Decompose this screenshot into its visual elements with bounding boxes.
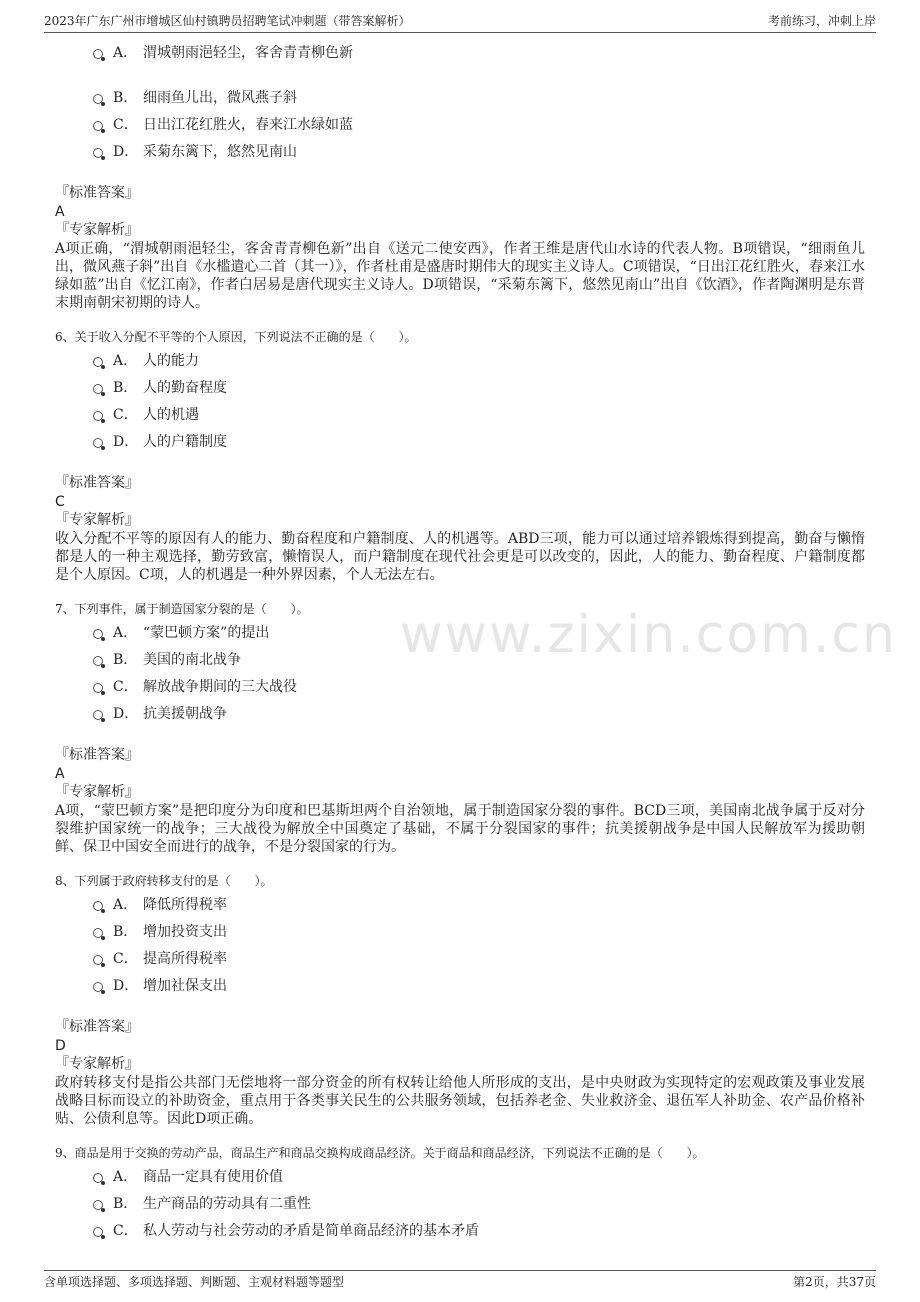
spacer <box>55 67 865 85</box>
option-letter: D． <box>113 706 139 722</box>
standard-answer-label: 『标准答案』 <box>55 185 139 201</box>
option-d[interactable] <box>55 973 865 1000</box>
option-text: 细雨鱼儿出，微风燕子斜 <box>143 90 297 106</box>
standard-answer: D <box>55 1038 66 1054</box>
option-text: 美国的南北战争 <box>143 652 241 668</box>
option-text: 采菊东篱下，悠然见南山 <box>143 144 297 160</box>
question-7 <box>55 600 865 856</box>
radio-icon[interactable] <box>93 121 103 131</box>
option-c[interactable] <box>55 946 865 973</box>
radio-icon[interactable] <box>93 982 103 992</box>
expert-analysis: A项，“蒙巴顿方案”是把印度分为印度和巴基斯坦两个自治领地，属于制造国家分裂的事件。BCD三项，美国南北战争属于反对分裂维护国家统一的战争；三大战役为解放全中国奠定了基础，不属于分裂国家的事件；抗美援朝战争是中国人民解放军为援助朝鲜、保卫中国安全而进行的战争，不是分裂国家的行为。 <box>55 803 865 855</box>
option-text: 生产商品的劳动具有二重性 <box>143 1196 311 1212</box>
question-types-note: 含单项选择题、多项选择题、判断题、主观材料题等题型 <box>44 1275 345 1289</box>
radio-icon[interactable] <box>93 955 103 965</box>
spacer <box>55 166 865 184</box>
option-text: 商品一定具有使用价值 <box>143 1169 283 1185</box>
option-letter: B． <box>113 652 138 668</box>
option-text: 人的机遇 <box>143 407 199 423</box>
spacer <box>55 456 865 474</box>
radio-icon[interactable] <box>93 656 103 666</box>
option-text: “蒙巴顿方案”的提出 <box>143 625 270 641</box>
option-letter: C． <box>113 407 138 423</box>
option-b[interactable] <box>55 375 865 402</box>
page-footer <box>44 1270 876 1291</box>
radio-icon[interactable] <box>93 411 103 421</box>
question-text: 6、关于收入分配不平等的个人原因，下列说法不正确的是（ ）。 <box>55 330 417 344</box>
page-header <box>44 12 876 33</box>
expert-analysis: 政府转移支付是指公共部门无偿地将一部分资金的所有权转让给他人所形成的支出，是中央财政为实现特定的宏观政策及事业发展战略目标而设立的补助资金，重点用于各类事关民生的公共服务领域，包括养老金、失业救济金、退伍军人补助金、农产品价格补贴、公债利息等。因此D项正确。 <box>55 1075 865 1127</box>
standard-answer: A <box>55 204 65 220</box>
radio-icon[interactable] <box>93 901 103 911</box>
radio-icon[interactable] <box>93 629 103 639</box>
option-text: 日出江花红胜火，春来江水绿如蓝 <box>143 117 353 133</box>
option-letter: A． <box>113 897 138 913</box>
option-text: 人的能力 <box>143 353 199 369</box>
option-letter: B． <box>113 924 138 940</box>
option-letter: C． <box>113 679 138 695</box>
option-a[interactable] <box>55 40 865 67</box>
option-letter: A． <box>113 353 138 369</box>
standard-answer-label: 『标准答案』 <box>55 1019 139 1035</box>
radio-icon[interactable] <box>93 357 103 367</box>
expert-analysis-label: 『专家解析』 <box>55 512 139 528</box>
standard-answer-label: 『标准答案』 <box>55 475 139 491</box>
radio-icon[interactable] <box>93 94 103 104</box>
option-c[interactable] <box>55 1218 865 1245</box>
option-b[interactable] <box>55 919 865 946</box>
question-9 <box>55 1144 865 1245</box>
option-d[interactable] <box>55 429 865 456</box>
standard-answer: C <box>55 494 65 510</box>
question-5 <box>55 40 865 312</box>
option-text: 降低所得税率 <box>143 897 227 913</box>
option-text: 抗美援朝战争 <box>143 706 227 722</box>
option-letter: A． <box>113 1169 138 1185</box>
document-title: 2023年广东广州市增城区仙村镇聘员招聘笔试冲刺题（带答案解析） <box>44 14 411 28</box>
watermark: www.zixin.com.cn <box>400 605 897 665</box>
expert-analysis: A项正确，“渭城朝雨浥轻尘，客舍青青柳色新”出自《送元二使安西》，作者王维是唐代山水诗的代表人物。B项错误，“细雨鱼儿出，微风燕子斜”出自《水槛遣心二首（其一）》，作者杜甫是盛唐时期伟大的现实主义诗人。C项错误，“日出江花红胜火，春来江水绿如蓝”出自《忆江南》，作者白居易是唐代现实主义诗人。D项错误，“采菊东篱下，悠然见南山”出自《饮酒》，作者陶渊明是东晋末期南朝宋初期的诗人。 <box>55 241 865 311</box>
option-text: 提高所得税率 <box>143 951 227 967</box>
option-d[interactable] <box>55 701 865 728</box>
option-text: 私人劳动与社会劳动的矛盾是简单商品经济的基本矛盾 <box>143 1223 479 1239</box>
expert-analysis-label: 『专家解析』 <box>55 1056 139 1072</box>
option-b[interactable] <box>55 647 865 674</box>
option-text: 增加社保支出 <box>143 978 227 994</box>
option-c[interactable] <box>55 402 865 429</box>
option-letter: C． <box>113 951 138 967</box>
option-d[interactable] <box>55 139 865 166</box>
standard-answer-label: 『标准答案』 <box>55 747 139 763</box>
option-letter: C． <box>113 1223 138 1239</box>
option-c[interactable] <box>55 112 865 139</box>
option-b[interactable] <box>55 85 865 112</box>
header-slogan: 考前练习，冲刺上岸 <box>767 14 876 28</box>
radio-icon[interactable] <box>93 49 103 59</box>
radio-icon[interactable] <box>93 1227 103 1237</box>
page-content <box>55 40 865 1245</box>
question-6 <box>55 328 865 584</box>
option-letter: A． <box>113 45 138 61</box>
option-text: 增加投资支出 <box>143 924 227 940</box>
radio-icon[interactable] <box>93 384 103 394</box>
option-b[interactable] <box>55 1191 865 1218</box>
question-text: 9、商品是用于交换的劳动产品，商品生产和商品交换构成商品经济。关于商品和商品经济，下列说法不正确的是（ ）。 <box>55 1146 705 1160</box>
radio-icon[interactable] <box>93 683 103 693</box>
option-text: 人的户籍制度 <box>143 434 227 450</box>
option-letter: A． <box>113 625 138 641</box>
standard-answer: A <box>55 766 65 782</box>
radio-icon[interactable] <box>93 1173 103 1183</box>
radio-icon[interactable] <box>93 438 103 448</box>
option-letter: D． <box>113 978 139 994</box>
question-text: 7、下列事件，属于制造国家分裂的是（ ）。 <box>55 602 309 616</box>
option-a[interactable] <box>55 348 865 375</box>
option-c[interactable] <box>55 674 865 701</box>
expert-analysis-label: 『专家解析』 <box>55 784 139 800</box>
radio-icon[interactable] <box>93 710 103 720</box>
option-a[interactable] <box>55 892 865 919</box>
question-text: 8、下列属于政府转移支付的是（ ）。 <box>55 874 273 888</box>
option-text: 解放战争期间的三大战役 <box>143 679 297 695</box>
option-a[interactable] <box>55 620 865 647</box>
option-letter: D． <box>113 144 139 160</box>
option-letter: D． <box>113 434 139 450</box>
option-a[interactable] <box>55 1164 865 1191</box>
option-letter: B． <box>113 90 138 106</box>
spacer <box>55 1000 865 1018</box>
expert-analysis: 收入分配不平等的原因有人的能力、勤奋程度和户籍制度、人的机遇等。ABD三项，能力可以通过培养锻炼得到提高，勤奋与懒惰都是人的一种主观选择，勤劳致富，懒惰误人，而户籍制度在现代社会更是可以改变的，因此，人的能力、勤奋程度、户籍制度都是个人原因。C项，人的机遇是一种外界因素，个人无法左右。 <box>55 531 865 583</box>
radio-icon[interactable] <box>93 1200 103 1210</box>
option-letter: B． <box>113 380 138 396</box>
option-text: 人的勤奋程度 <box>143 380 227 396</box>
page-number: 第2页，共37页 <box>793 1275 876 1289</box>
question-8 <box>55 872 865 1128</box>
spacer <box>55 728 865 746</box>
option-letter: B． <box>113 1196 138 1212</box>
radio-icon[interactable] <box>93 148 103 158</box>
radio-icon[interactable] <box>93 928 103 938</box>
option-text: 渭城朝雨浥轻尘，客舍青青柳色新 <box>143 45 353 61</box>
option-letter: C． <box>113 117 138 133</box>
expert-analysis-label: 『专家解析』 <box>55 222 139 238</box>
